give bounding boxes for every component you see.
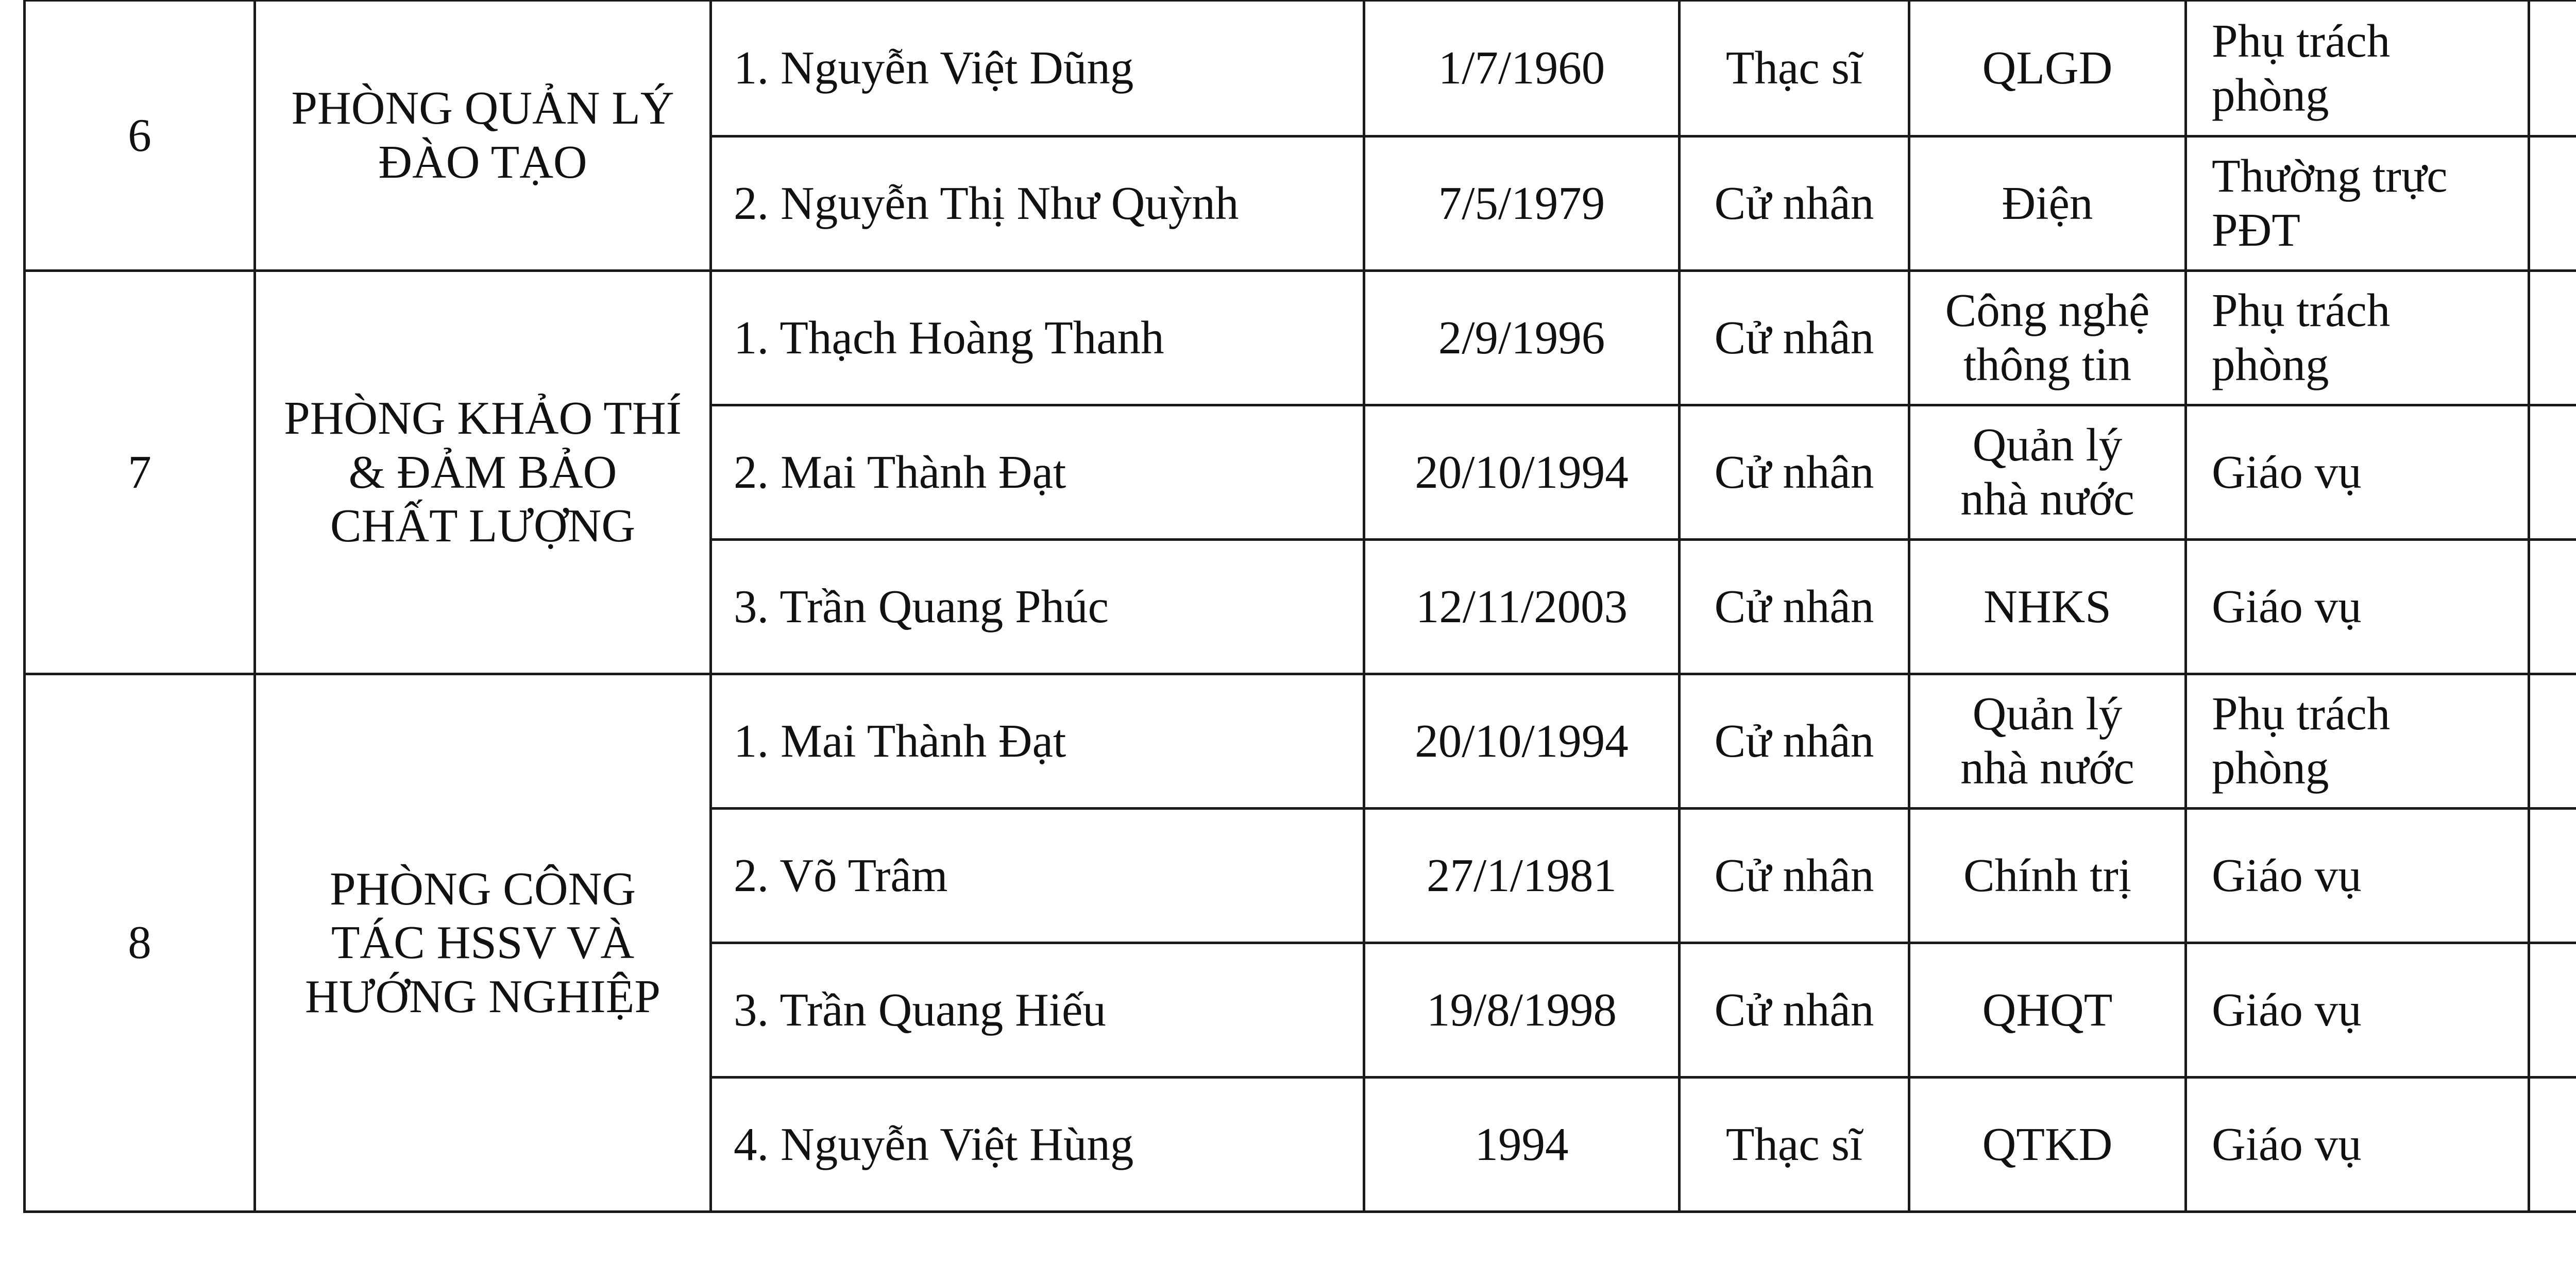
member-note [2529, 136, 2576, 271]
member-role [2186, 405, 2529, 540]
member-major-line: QHQT [1982, 983, 2113, 1036]
member-major-line: Quản lý [1972, 419, 2123, 471]
member-major-line: thông tin [1963, 338, 2132, 390]
member-role-line: Giáo vụ [2212, 983, 2362, 1036]
member-note [2529, 674, 2576, 809]
member-degree: Cử nhân [1680, 540, 1909, 674]
member-birth-date: 20/10/1994 [1364, 674, 1680, 809]
member-degree: Cử nhân [1680, 136, 1909, 271]
member-note [2529, 1078, 2576, 1212]
member-name: 2. Mai Thành Đạt [711, 405, 1364, 540]
member-role [2186, 540, 2529, 674]
member-name: 2. Nguyễn Thị Như Quỳnh [711, 136, 1364, 271]
member-role-line: PĐT [2212, 204, 2300, 256]
department-name [255, 1, 711, 271]
department-name-line: CHẤT LƯỢNG [330, 500, 636, 552]
department-name-line: PHÒNG QUẢN LÝ [291, 82, 674, 134]
member-birth-date: 19/8/1998 [1364, 943, 1680, 1078]
table-row [25, 271, 2576, 405]
member-role [2186, 136, 2529, 271]
member-name: 1. Mai Thành Đạt [711, 674, 1364, 809]
member-major [1909, 1, 2186, 136]
member-note [2529, 943, 2576, 1078]
member-role-line: Phụ trách [2212, 284, 2391, 337]
department-number: 6 [25, 1, 255, 271]
member-birth-date: 2/9/1996 [1364, 271, 1680, 405]
department-name-line: ĐÀO TẠO [378, 136, 587, 188]
member-major-line: nhà nước [1960, 742, 2134, 794]
member-major [1909, 809, 2186, 943]
member-role [2186, 271, 2529, 405]
department-name [255, 271, 711, 674]
member-role-line: phòng [2212, 69, 2329, 121]
member-major [1909, 405, 2186, 540]
member-major-line: QTKD [1982, 1118, 2113, 1170]
member-name: 1. Thạch Hoàng Thanh [711, 271, 1364, 405]
member-role-line: Phụ trách [2212, 688, 2391, 740]
member-role [2186, 809, 2529, 943]
member-note [2529, 1, 2576, 136]
member-major-line: Công nghệ [1945, 284, 2150, 337]
member-major-line: Điện [2002, 177, 2093, 229]
department-name [255, 674, 711, 1212]
department-number: 7 [25, 271, 255, 674]
member-degree: Thạc sĩ [1680, 1078, 1909, 1212]
member-degree: Cử nhân [1680, 943, 1909, 1078]
member-degree: Thạc sĩ [1680, 1, 1909, 136]
member-birth-date: 20/10/1994 [1364, 405, 1680, 540]
member-major-line: nhà nước [1960, 473, 2134, 525]
member-major-line: QLGD [1982, 42, 2113, 94]
department-number: 8 [25, 674, 255, 1212]
member-degree: Cử nhân [1680, 405, 1909, 540]
member-role-line: Giáo vụ [2212, 849, 2362, 901]
department-name-line: PHÒNG CÔNG [329, 862, 636, 915]
member-note [2529, 540, 2576, 674]
department-name-line: HƯỚNG NGHIỆP [305, 970, 660, 1022]
member-degree: Cử nhân [1680, 809, 1909, 943]
member-role-line: Giáo vụ [2212, 1118, 2362, 1170]
member-name: 3. Trần Quang Phúc [711, 540, 1364, 674]
member-major-line: NHKS [1984, 580, 2111, 633]
member-major [1909, 1078, 2186, 1212]
member-birth-date: 12/11/2003 [1364, 540, 1680, 674]
member-role-line: phòng [2212, 742, 2329, 794]
member-role [2186, 1, 2529, 136]
member-role-line: Giáo vụ [2212, 580, 2362, 633]
member-role-line: Phụ trách [2212, 14, 2391, 67]
member-birth-date: 7/5/1979 [1364, 136, 1680, 271]
member-birth-date: 1/7/1960 [1364, 1, 1680, 136]
member-major [1909, 943, 2186, 1078]
member-role-line: Giáo vụ [2212, 446, 2362, 498]
member-degree: Cử nhân [1680, 674, 1909, 809]
department-name-line: TÁC HSSV VÀ [331, 916, 635, 969]
department-name-line: PHÒNG KHẢO THÍ [284, 392, 682, 445]
member-role [2186, 1078, 2529, 1212]
member-role-line: Thường trực [2212, 150, 2448, 202]
member-major-line: Quản lý [1972, 688, 2123, 740]
member-name: 3. Trần Quang Hiếu [711, 943, 1364, 1078]
member-birth-date: 27/1/1981 [1364, 809, 1680, 943]
member-role [2186, 674, 2529, 809]
member-major [1909, 136, 2186, 271]
member-name: 1. Nguyễn Việt Dũng [711, 1, 1364, 136]
member-note [2529, 405, 2576, 540]
member-degree: Cử nhân [1680, 271, 1909, 405]
department-name-line: & ĐẢM BẢO [348, 446, 617, 498]
member-major-line: Chính trị [1963, 849, 2132, 901]
member-name: 2. Võ Trâm [711, 809, 1364, 943]
table-body [25, 1, 2576, 1212]
member-note [2529, 271, 2576, 405]
member-note [2529, 809, 2576, 943]
table-row [25, 674, 2576, 809]
member-major [1909, 271, 2186, 405]
member-major [1909, 540, 2186, 674]
staff-table [23, 0, 2576, 1213]
member-role [2186, 943, 2529, 1078]
member-major [1909, 674, 2186, 809]
member-role-line: phòng [2212, 338, 2329, 390]
table-row [25, 1, 2576, 136]
member-birth-date: 1994 [1364, 1078, 1680, 1212]
member-name: 4. Nguyễn Việt Hùng [711, 1078, 1364, 1212]
